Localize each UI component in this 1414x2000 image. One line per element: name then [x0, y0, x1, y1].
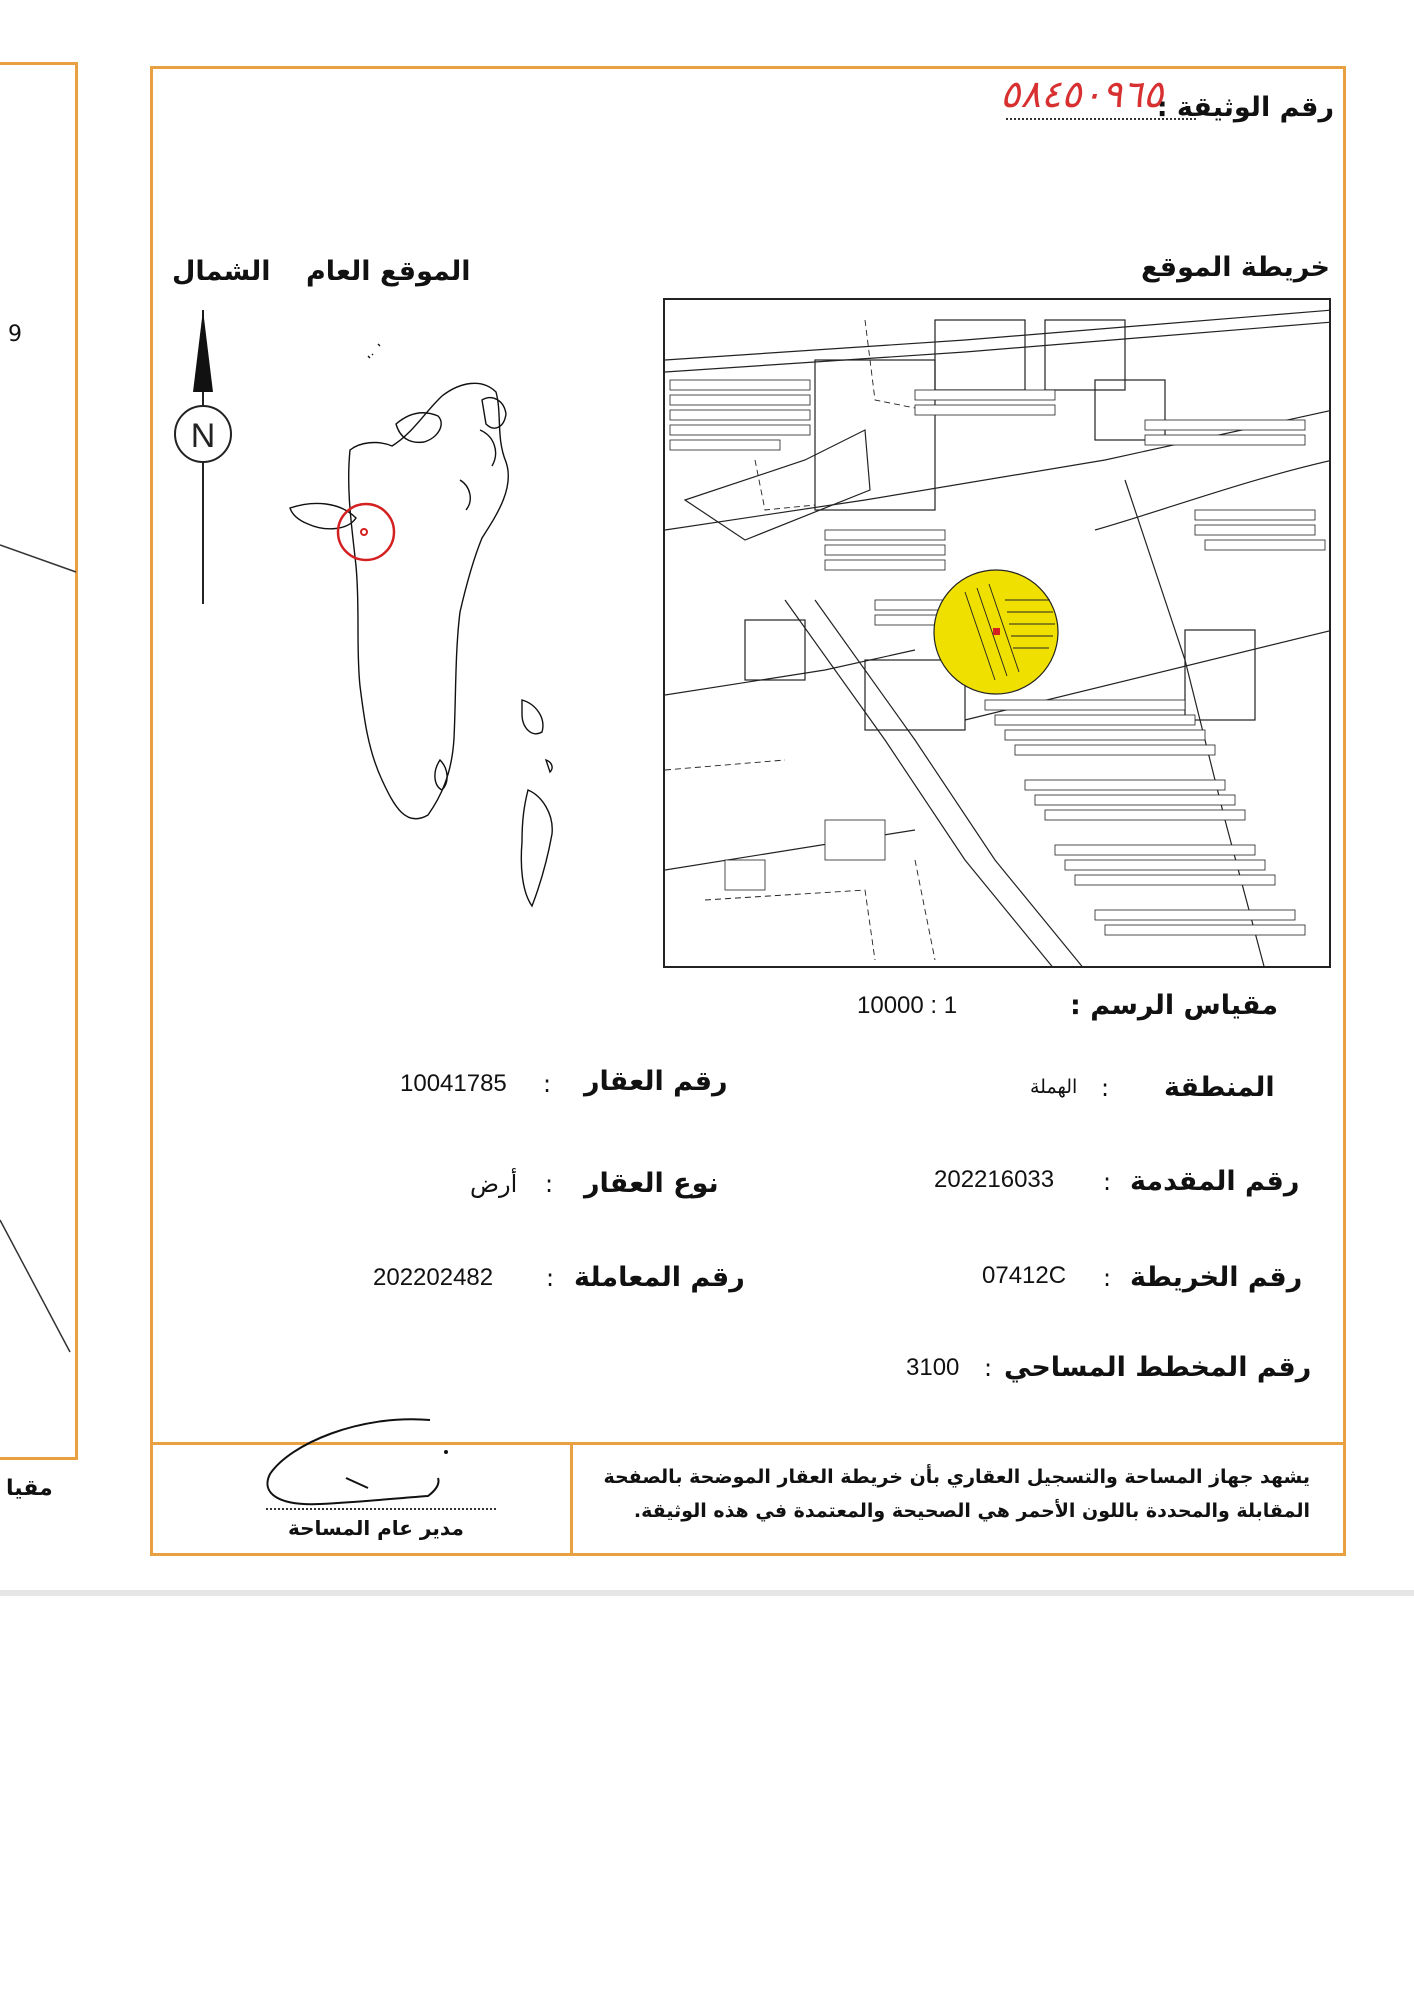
- general-location-title: الموقع العام: [306, 256, 471, 287]
- property-number-value: 10041785: [400, 1070, 507, 1097]
- transaction-number-label: رقم المعاملة: [574, 1262, 745, 1293]
- doc-number-dotted-line: [1006, 118, 1196, 120]
- application-number-separator: :: [1103, 1168, 1112, 1196]
- property-type-value: أرض: [470, 1170, 518, 1198]
- signature-divider-vertical: [570, 1442, 573, 1556]
- survey-plan-label: رقم المخطط المساحي: [1004, 1352, 1312, 1383]
- area-separator: :: [1101, 1074, 1110, 1102]
- north-letter: N: [190, 417, 216, 455]
- site-map: [663, 298, 1331, 968]
- page-edge-shadow: [0, 1590, 1414, 1596]
- area-value: الهملة: [1030, 1076, 1078, 1098]
- certification-text-line1: يشهد جهاز المساحة والتسجيل العقاري بأن خريطة العقار الموضحة بالصفحة: [603, 1466, 1310, 1488]
- map-number-value: 07412C: [982, 1262, 1067, 1289]
- survey-plan-value: 3100: [906, 1354, 960, 1381]
- scale-label: مقياس الرسم :: [1070, 990, 1279, 1021]
- previous-page-map-lines: [0, 0, 80, 1400]
- map-number-label: رقم الخريطة: [1130, 1262, 1303, 1293]
- map-number-separator: :: [1103, 1264, 1112, 1292]
- previous-page-text-fragment: مقيا: [6, 1476, 53, 1501]
- property-type-label: نوع العقار: [584, 1168, 719, 1199]
- signatory-title: مدير عام المساحة: [288, 1516, 464, 1540]
- application-number-label: رقم المقدمة: [1130, 1166, 1300, 1197]
- general-location-map: [260, 320, 590, 940]
- property-number-label: رقم العقار: [584, 1066, 728, 1097]
- survey-plan-separator: :: [984, 1354, 993, 1382]
- certification-text-line2: المقابلة والمحددة باللون الأحمر هي الصحيحة والمعتمدة في هذه الوثيقة.: [633, 1500, 1310, 1522]
- previous-page-number: 9: [8, 322, 22, 347]
- scale-value: 10000 : 1: [857, 992, 958, 1019]
- site-map-drawing: [665, 300, 1331, 968]
- transaction-number-value: 202202482: [373, 1264, 494, 1291]
- property-type-separator: :: [545, 1170, 554, 1198]
- transaction-number-separator: :: [546, 1264, 555, 1292]
- application-number-value: 202216033: [934, 1166, 1055, 1193]
- site-map-title: خريطة الموقع: [1140, 252, 1330, 283]
- property-number-separator: :: [543, 1070, 552, 1098]
- north-label: الشمال: [172, 256, 271, 287]
- area-label: المنطقة: [1164, 1072, 1275, 1103]
- doc-number-label: رقم الوثيقة :: [1156, 92, 1334, 123]
- doc-number-handwritten: ٥٨٤٥٠٩٦٥: [1000, 72, 1164, 116]
- signature-dotted-line: [266, 1508, 496, 1510]
- signature: [250, 1404, 530, 1524]
- north-arrow-icon: [160, 300, 240, 610]
